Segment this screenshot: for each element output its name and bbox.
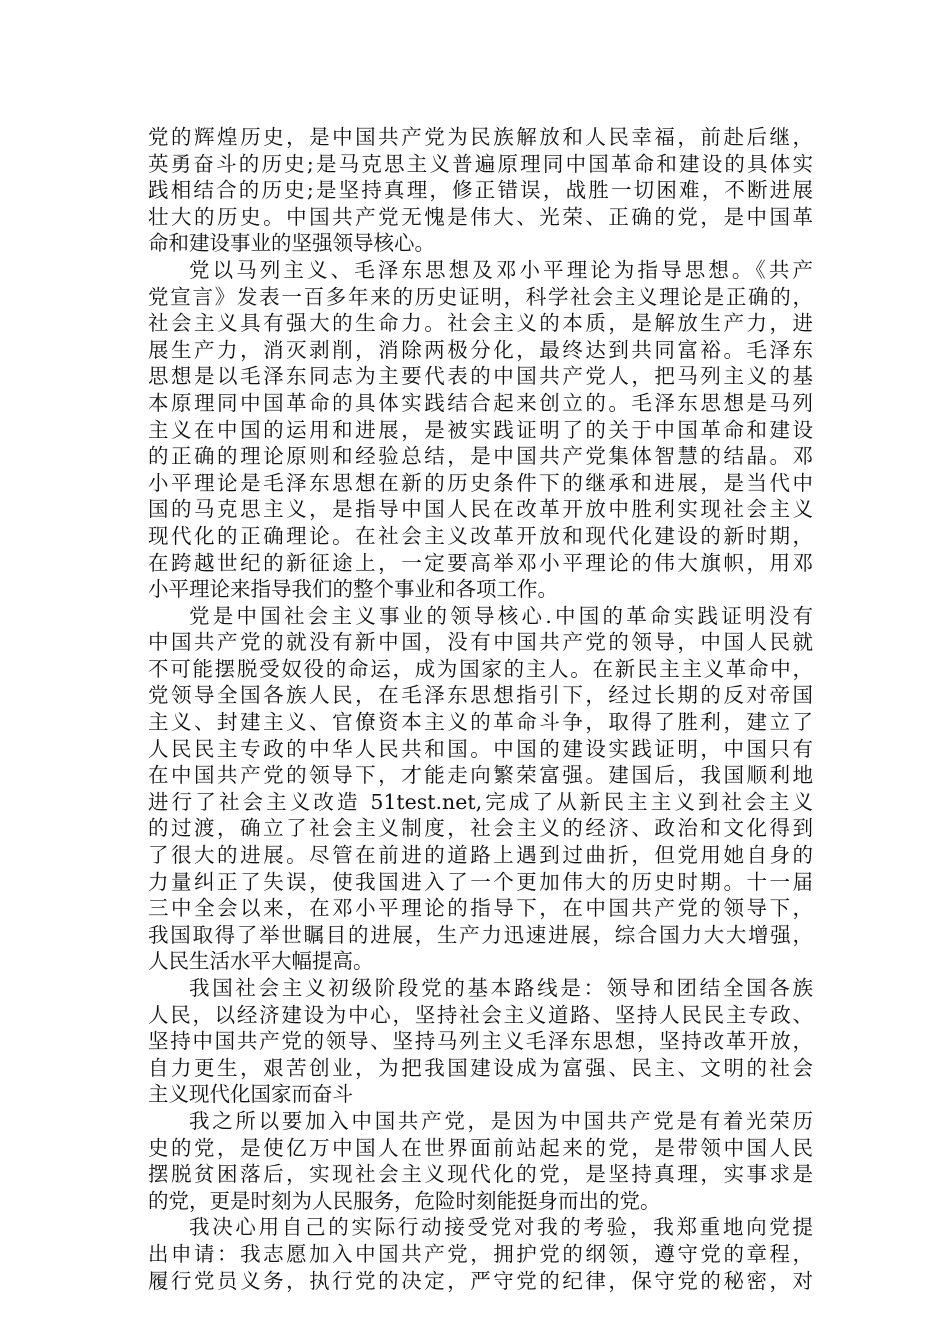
text-line: 不可能摆脱受奴役的命运，成为国家的主人。在新民主主义革命中， (148, 656, 813, 681)
text-line: 现代化的正确理论。在社会主义改革开放和现代化建设的新时期， (148, 523, 813, 548)
text-line: 了很大的进展。尽管在前进的道路上遇到过曲折，但党用她自身的 (148, 843, 813, 868)
text-line: 思想是以毛泽东同志为主要代表的中国共产党人，把马列主义的基 (148, 364, 813, 389)
text-line: 党以马列主义、毛泽东思想及邓小平理论为指导思想。《共产 (189, 257, 813, 282)
document-body (148, 124, 813, 1294)
text-line: 的过渡，确立了社会主义制度，社会主义的经济、政治和文化得到 (148, 816, 813, 841)
text-line: 国的马克思主义，是指导中国人民在改革开放中胜利实现社会主义 (148, 497, 813, 522)
text-line: 主义现代化国家而奋斗 (148, 1082, 353, 1107)
paragraph-guiding-ideology (148, 257, 813, 603)
text-line: 人民民主专政的中华人民共和国。中国的建设实践证明，中国只有 (148, 736, 813, 761)
paragraph-application (148, 1214, 813, 1294)
text-line: 壮大的历史。中国共产党无愧是伟大、光荣、正确的党，是中国革 (148, 204, 813, 229)
text-line: 小平理论是毛泽东思想在新的历史条件下的继承和进展，是当代中 (148, 470, 813, 495)
text-line: 展生产力，消灭剥削，消除两极分化，最终达到共同富裕。毛泽东 (148, 337, 813, 362)
text-line: 坚持中国共产党的领导、坚持马列主义毛泽东思想，坚持改革开放， (148, 1029, 813, 1054)
text-line: 命和建设事业的坚强领导核心。 (148, 231, 435, 256)
text-line: 的正确的理论原则和经验总结，是中国共产党集体智慧的结晶。邓 (148, 444, 813, 469)
text-line: 自力更生，艰苦创业，为把我国建设成为富强、民主、文明的社会 (148, 1055, 813, 1080)
text-line: 践相结合的历史;是坚持真理，修正错误，战胜一切困难，不断进展 (148, 178, 813, 203)
text-line: 履行党员义务，执行党的决定，严守党的纪律，保守党的秘密，对 (148, 1268, 813, 1293)
text-line: 党的辉煌历史，是中国共产党为民族解放和人民幸福，前赴后继， (148, 125, 813, 149)
text-line: 的党，更是时刻为人民服务，危险时刻能挺身而出的党。 (148, 1188, 661, 1213)
text-line: 主义、封建主义、官僚资本主义的革命斗争，取得了胜利，建立了 (148, 710, 813, 735)
text-line: 出申请：我志愿加入中国共产党，拥护党的纲领，遵守党的章程， (148, 1241, 813, 1266)
text-line: 本原理同中国革命的具体实践结合起来创立的。毛泽东思想是马列 (148, 390, 813, 415)
paragraph-party-history (148, 124, 813, 257)
text-line: 小平理论来指导我们的整个事业和各项工作。 (148, 577, 558, 602)
text-line: 中国共产党的就没有新中国，没有中国共产党的领导，中国人民就 (148, 630, 813, 655)
paragraph-leadership-core (148, 603, 813, 975)
text-line: 史的党，是使亿万中国人在世界面前站起来的党，是带领中国人民 (148, 1135, 813, 1160)
text-line: 党宣言》发表一百多年来的历史证明，科学社会主义理论是正确的， (148, 284, 813, 309)
text-line: 党是中国社会主义事业的领导核心.中国的革命实践证明没有 (189, 603, 813, 628)
text-line: 三中全会以来，在邓小平理论的指导下，在中国共产党的领导下， (148, 896, 813, 921)
text-line: 我之所以要加入中国共产党，是因为中国共产党是有着光荣历 (189, 1108, 813, 1133)
paragraph-basic-line (148, 975, 813, 1108)
text-line: 社会主义具有强大的生命力。社会主义的本质，是解放生产力，进 (148, 311, 813, 336)
text-line: 人民，以经济建设为中心，坚持社会主义道路、坚持人民民主专政、 (148, 1002, 813, 1027)
text-line: 在跨越世纪的新征途上，一定要高举邓小平理论的伟大旗帜，用邓 (148, 550, 813, 575)
text-line: 力量纠正了失误，使我国进入了一个更加伟大的历史时期。十一届 (148, 869, 813, 894)
text-line: 在中国共产党的领导下，才能走向繁荣富强。建国后，我国顺利地 (148, 763, 813, 788)
text-line: 我决心用自己的实际行动接受党对我的考验，我郑重地向党提 (189, 1215, 813, 1240)
text-line: 党领导全国各族人民，在毛泽东思想指引下，经过长期的反对帝国 (148, 683, 813, 708)
text-line: 主义在中国的运用和进展，是被实践证明了的关于中国革命和建设 (148, 417, 813, 442)
text-line: 人民生活水平大幅提高。 (148, 949, 374, 974)
text-line: 摆脱贫困落后，实现社会主义现代化的党，是坚持真理，实事求是 (148, 1162, 813, 1187)
text-line: 英勇奋斗的历史;是马克思主义普遍原理同中国革命和建设的具体实 (148, 151, 813, 176)
paragraph-reason-to-join (148, 1108, 813, 1214)
text-line: 我国社会主义初级阶段党的基本路线是：领导和团结全国各族 (189, 976, 813, 1000)
text-line: 进行了社会主义改造 51test.net,完成了从新民主主义到社会主义 (148, 789, 813, 814)
text-line: 我国取得了举世瞩目的进展，生产力迅速进展，综合国力大大增强， (148, 922, 813, 947)
